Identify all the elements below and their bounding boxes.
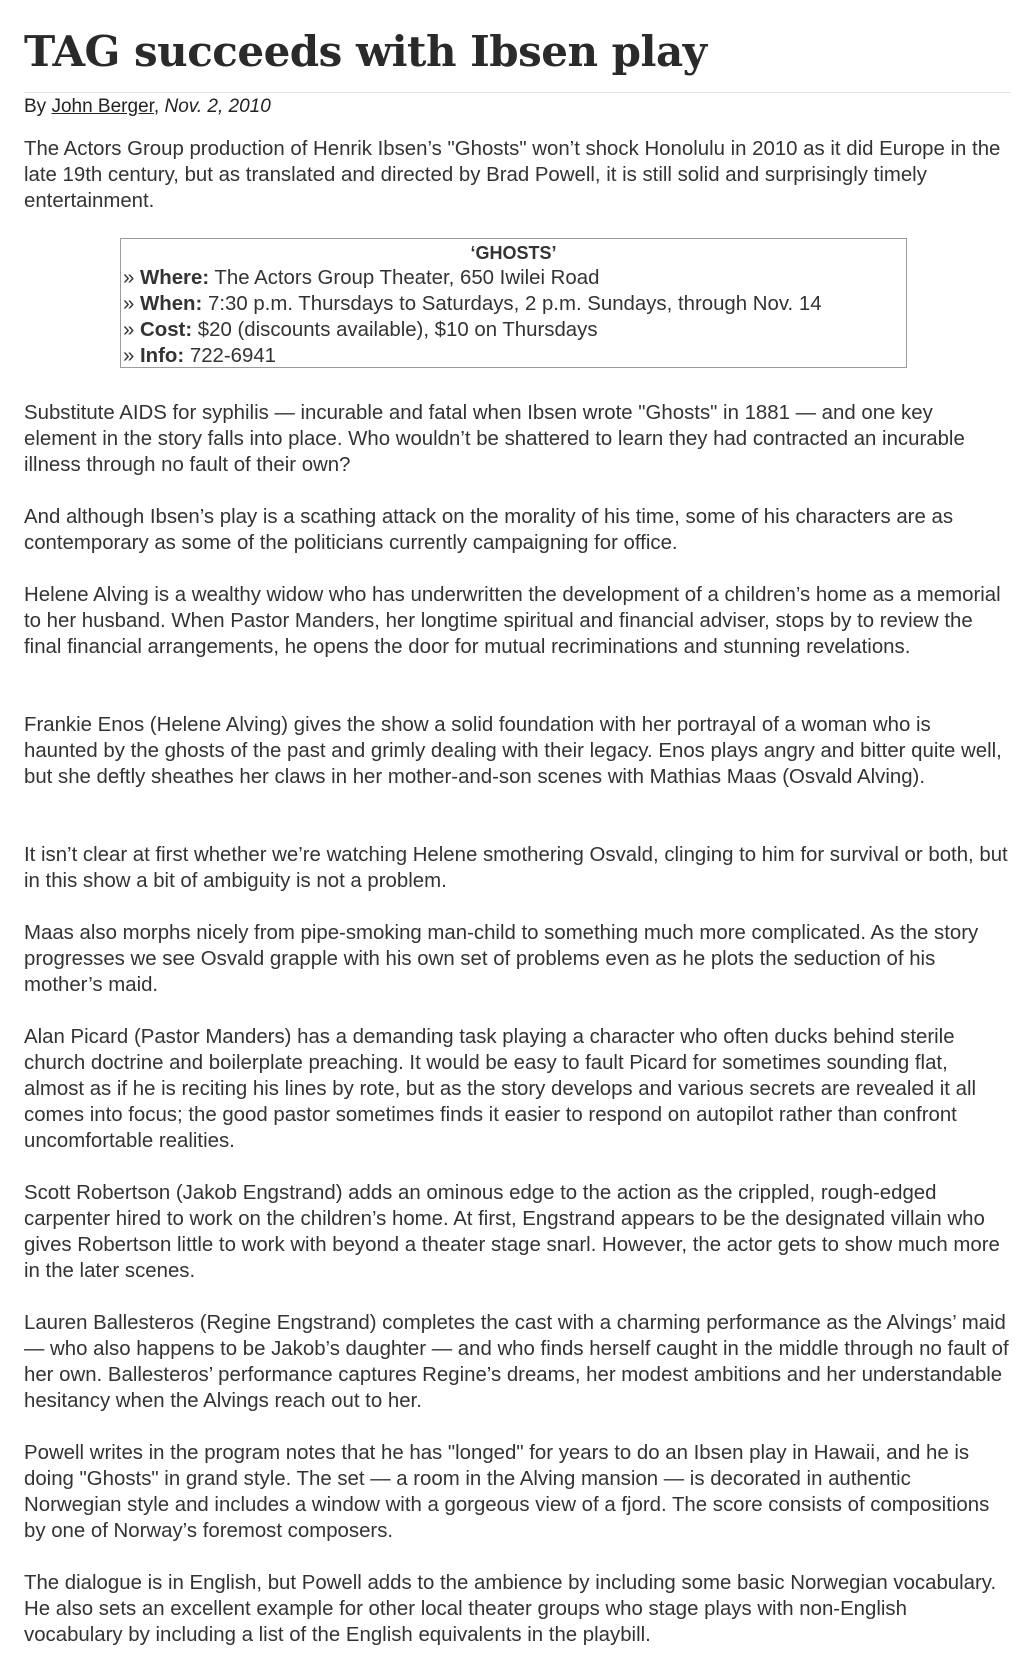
info-row-when	[123, 291, 904, 317]
info-label: When:	[140, 293, 203, 315]
info-label: Info:	[140, 345, 185, 367]
headline-divider	[24, 92, 1010, 93]
info-value: The Actors Group Theater, 650 Iwilei Road	[209, 267, 600, 289]
row-marker: »	[123, 319, 141, 341]
body-paragraph: It isn’t clear at first whether we’re watching Helene smothering Osvald, clinging to him for survival or both, but in this show a bit of ambiguity is not a problem.	[24, 844, 1008, 892]
body-paragraph: And although Ibsen’s play is a scathing attack on the morality of his time, some of his characters are as contemporary as some of the politicians currently campaigning for office.	[24, 506, 954, 554]
row-marker: »	[123, 345, 141, 367]
body-paragraph: Alan Picard (Pastor Manders) has a demanding task playing a character who often ducks behind sterile church doctrine and boilerplate preaching. It would be easy to fault Picard for sometimes sounding flat, almost as if he is reciting his lines by rote, but as the story develops and various secrets are revealed it all comes into focus; the good pastor sometimes finds it easier to respond on autopilot rather than confront uncomfortable realities.	[24, 1026, 977, 1152]
info-row-where	[123, 265, 904, 291]
info-value: $20 (discounts available), $10 on Thursdays	[192, 319, 598, 341]
info-box-title: ‘GHOSTS’	[470, 243, 557, 263]
info-label: Cost:	[140, 319, 193, 341]
body-paragraph: Helene Alving is a wealthy widow who has underwritten the development of a children’s home as a memorial to her husband. When Pastor Manders, her longtime spiritual and financial adviser, stops by to review the final financial arrangements, he opens the door for mutual recriminations and stunning revelations.	[24, 584, 1001, 658]
info-row-cost	[123, 317, 904, 343]
body-paragraph: The dialogue is in English, but Powell adds to the ambience by including some basic Norwegian vocabulary. He also sets an excellent example for other local theater groups who stage plays with non-English vocabulary by including a list of the English equivalents in the playbill.	[24, 1572, 997, 1646]
row-marker: »	[123, 293, 141, 315]
body-paragraph: Substitute AIDS for syphilis — incurable and fatal when Ibsen wrote "Ghosts" in 1881 — and one key element in the story falls into place. Who wouldn’t be shattered to learn they had contracted an incurable illness through no fault of their own?	[24, 402, 965, 476]
byline-separator: ,	[153, 96, 165, 117]
body-paragraph: Powell writes in the program notes that he has "longed" for years to do an Ibsen play in Hawaii, and he is doing "Ghosts" in grand style. The set — a room in the Alving mansion — is decorated in authentic Norwegian style and includes a window with a gorgeous view of a fjord. The score consists of compositions by one of Norway’s foremost composers.	[24, 1442, 990, 1542]
body-paragraph: Scott Robertson (Jakob Engstrand) adds an ominous edge to the action as the crippled, rough-edged carpenter hired to work on the children’s home. At first, Engstrand appears to be the designated villain who gives Robertson little to work with beyond a theater stage snarl. However, the actor gets to show much more in the later scenes.	[24, 1182, 1000, 1282]
info-row-info	[123, 343, 904, 369]
headline: TAG succeeds with Ibsen play	[24, 27, 707, 76]
author-link[interactable]: John Berger	[51, 96, 154, 117]
intro-paragraph: The Actors Group production of Henrik Ibsen’s "Ghosts" won’t shock Honolulu in 2010 as it did Europe in the late 19th century, but as translated and directed by Brad Powell, it is still solid and surprisingly timely entertainment.	[24, 138, 1001, 212]
body-paragraph: Maas also morphs nicely from pipe-smoking man-child to something much more complicated. As the story progresses we see Osvald grapple with his own set of problems even as he plots the seduction of his mother’s maid.	[24, 922, 979, 996]
byline	[24, 94, 271, 120]
row-marker: »	[123, 267, 141, 289]
info-value: 7:30 p.m. Thursdays to Saturdays, 2 p.m. Sundays, through Nov. 14	[202, 293, 822, 315]
publish-date: Nov. 2, 2010	[164, 96, 271, 117]
body-paragraph: Frankie Enos (Helene Alving) gives the show a solid foundation with her portrayal of a woman who is haunted by the ghosts of the past and grimly dealing with their legacy. Enos plays angry and bitter quite well, but she deftly sheathes her claws in her mother-and-son scenes with Mathias Maas (Osvald Alving).	[24, 714, 1002, 788]
info-label: Where:	[140, 267, 210, 289]
byline-prefix: By	[24, 96, 52, 117]
event-info-box	[120, 238, 907, 368]
info-value: 722-6941	[184, 345, 277, 367]
body-paragraph: Lauren Ballesteros (Regine Engstrand) completes the cast with a charming performance as the Alvings’ maid — who also happens to be Jakob’s daughter — and who finds herself caught in the middle through no fault of her own. Ballesteros’ performance captures Regine’s dreams, her modest ambitions and her understandable hesitancy when the Alvings reach out to her.	[24, 1312, 1009, 1412]
